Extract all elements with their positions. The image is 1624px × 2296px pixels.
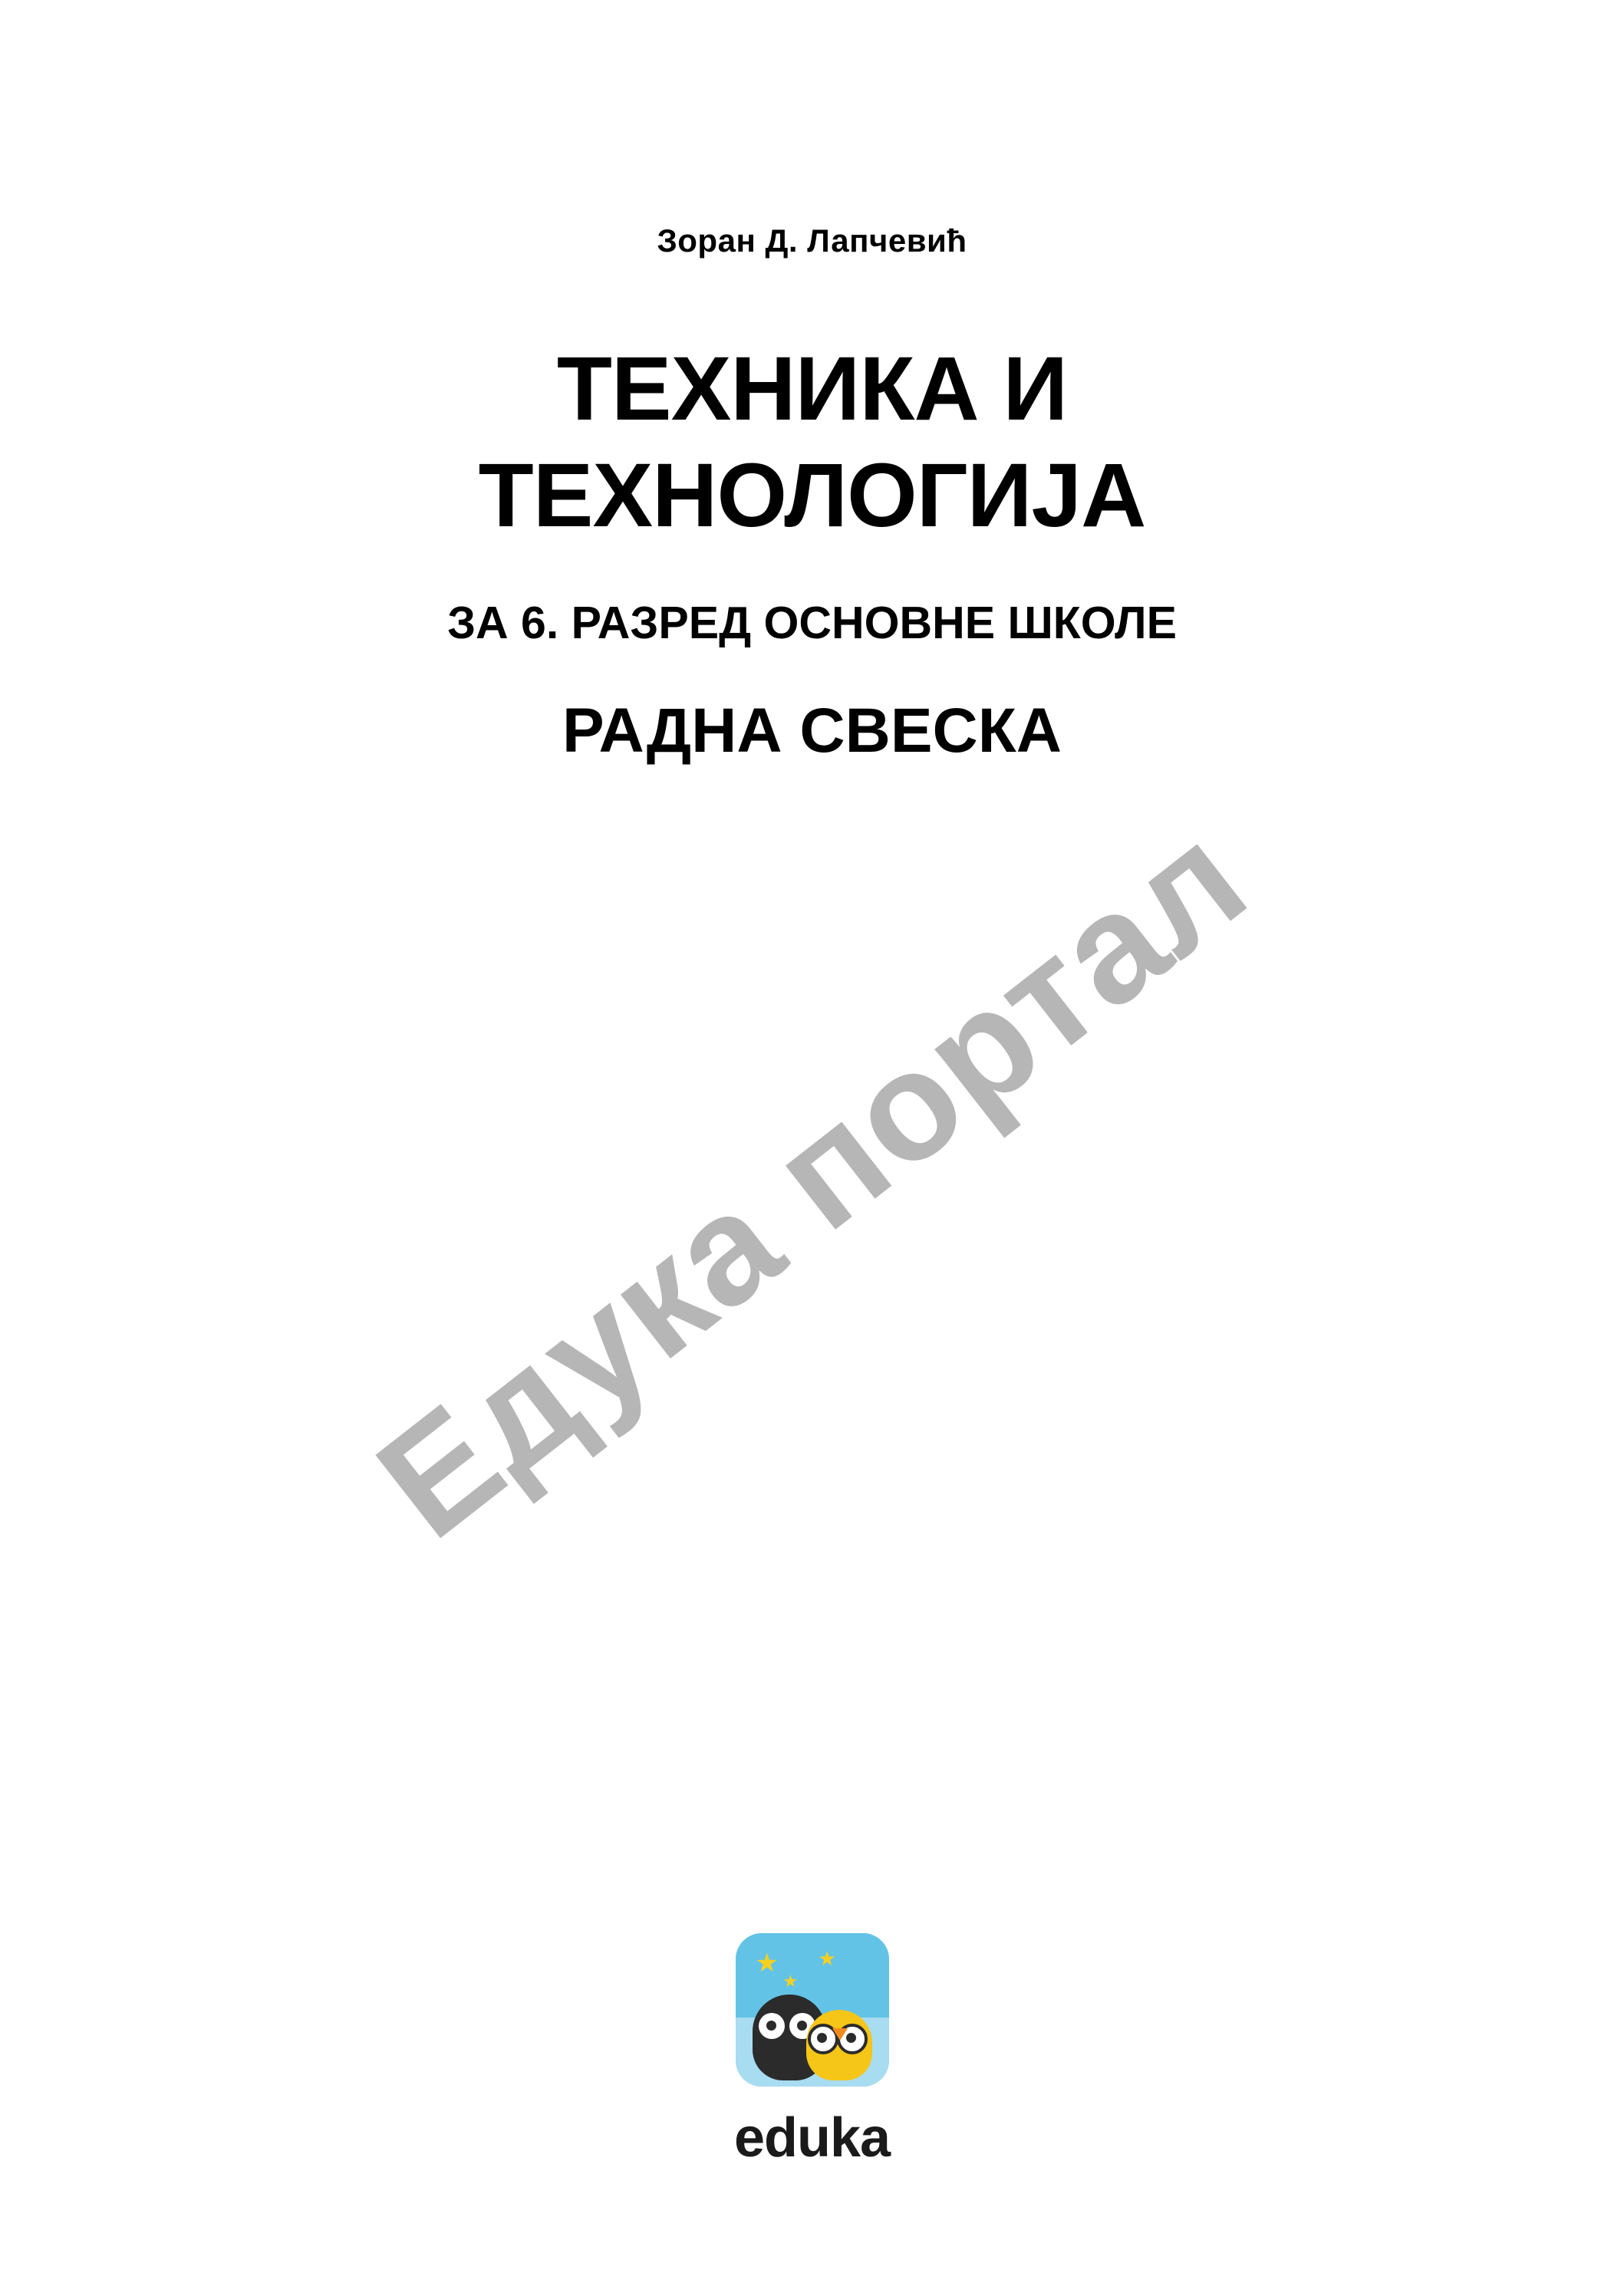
star-icon: ★ bbox=[782, 1972, 799, 1991]
author-name: Зоран Д. Лапчевић bbox=[657, 222, 967, 259]
eduka-owls-logo-icon bbox=[736, 1933, 889, 2087]
star-icon: ★ bbox=[818, 1947, 836, 1970]
owl-eye bbox=[759, 2013, 785, 2039]
publisher-logo bbox=[0, 1933, 1624, 2169]
owl-yellow-icon bbox=[806, 2010, 872, 2080]
owls-group bbox=[736, 1988, 889, 2080]
watermark-text: Едука портал bbox=[347, 791, 1277, 1571]
book-type-label: РАДНА СВЕСКА bbox=[562, 696, 1062, 766]
publisher-wordmark: eduka bbox=[733, 2107, 891, 2169]
star-icon: ★ bbox=[755, 1948, 779, 1978]
grade-subtitle: ЗА 6. РАЗРЕД ОСНОВНЕ ШКОЛЕ bbox=[447, 598, 1177, 649]
owl-beak-icon bbox=[832, 2028, 848, 2041]
book-title: ТЕХНИКА И ТЕХНОЛОГИЈА bbox=[478, 338, 1146, 547]
